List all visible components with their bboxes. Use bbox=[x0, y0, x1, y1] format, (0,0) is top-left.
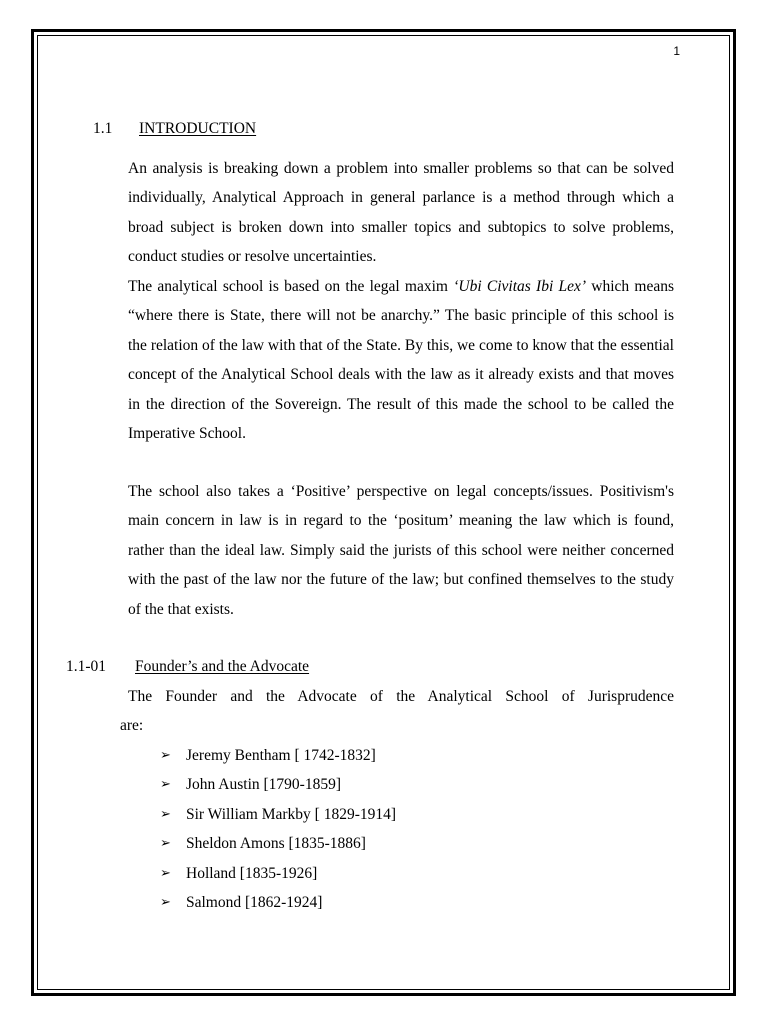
paragraph-text: The analytical school is based on the legal maxim bbox=[128, 278, 454, 295]
list-item-text: Sheldon Amons [1835-1886] bbox=[186, 835, 366, 853]
section-title: Founder’s and the Advocate bbox=[135, 658, 310, 675]
arrow-bullet-icon: ➢ bbox=[160, 806, 171, 822]
arrow-bullet-icon: ➢ bbox=[160, 748, 171, 763]
list-item bbox=[160, 741, 396, 770]
legal-maxim: ‘Ubi Civitas Ibi Lex’ bbox=[453, 278, 587, 295]
list-item-text: Jeremy Bentham [ 1742-1832] bbox=[186, 747, 376, 764]
section-number: 1.1-01 bbox=[66, 658, 107, 675]
founders-list bbox=[160, 741, 396, 917]
arrow-bullet-icon: ➢ bbox=[160, 836, 171, 852]
section-heading-introduction bbox=[93, 119, 257, 139]
list-item-text: Salmond [1862-1924] bbox=[186, 894, 323, 912]
list-item bbox=[160, 800, 396, 829]
founders-intro-line-2: are: bbox=[120, 717, 144, 734]
arrow-bullet-icon: ➢ bbox=[160, 865, 171, 881]
list-item bbox=[160, 829, 396, 858]
section-number: 1.1 bbox=[93, 120, 113, 137]
founders-intro-line-1: The Founder and the Advocate of the Analytical School of Jurisprudence bbox=[128, 688, 674, 705]
intro-paragraph-1: An analysis is breaking down a problem into smaller problems so that can be solved individually, Analytical Approach in general parlance is a method through which a broad subject is broken down into smaller topics and subtopics to solve problems, conduct studies or resolve uncertainties. bbox=[128, 160, 674, 266]
list-item bbox=[160, 859, 396, 888]
list-item bbox=[160, 888, 396, 917]
list-item-text: Sir William Markby [ 1829-1914] bbox=[186, 805, 397, 823]
list-item-text: John Austin [1790-1859] bbox=[186, 776, 341, 794]
intro-paragraph-2 bbox=[128, 272, 674, 448]
arrow-bullet-icon: ➢ bbox=[160, 777, 171, 793]
section-heading-founders bbox=[66, 657, 310, 677]
list-item bbox=[160, 770, 396, 799]
page-number: 1 bbox=[673, 44, 680, 58]
section-title: INTRODUCTION bbox=[139, 120, 257, 137]
list-item-text: Holland [1835-1926] bbox=[186, 864, 318, 882]
intro-paragraph-3: The school also takes a ‘Positive’ perspective on legal concepts/issues. Positivism's main concern in law is in regard to the ‘positum’ meaning the law which is found, rather than the ideal law. Simply said the jurists of this school were neither concerned with the past of the law nor the future of the law; but confined themselves to the study of the that exists. bbox=[128, 483, 674, 618]
paragraph-text: which means “where there is State, there will not be anarchy.” The basic principle of this school is the relation of the law with that of the State. By this, we come to know that the essential concept of the Analytical School deals with the law as it already exists and that moves in the direction of the Sovereign. The result of this made the school to be called the Imperative School. bbox=[128, 278, 675, 443]
arrow-bullet-icon: ➢ bbox=[160, 895, 171, 911]
